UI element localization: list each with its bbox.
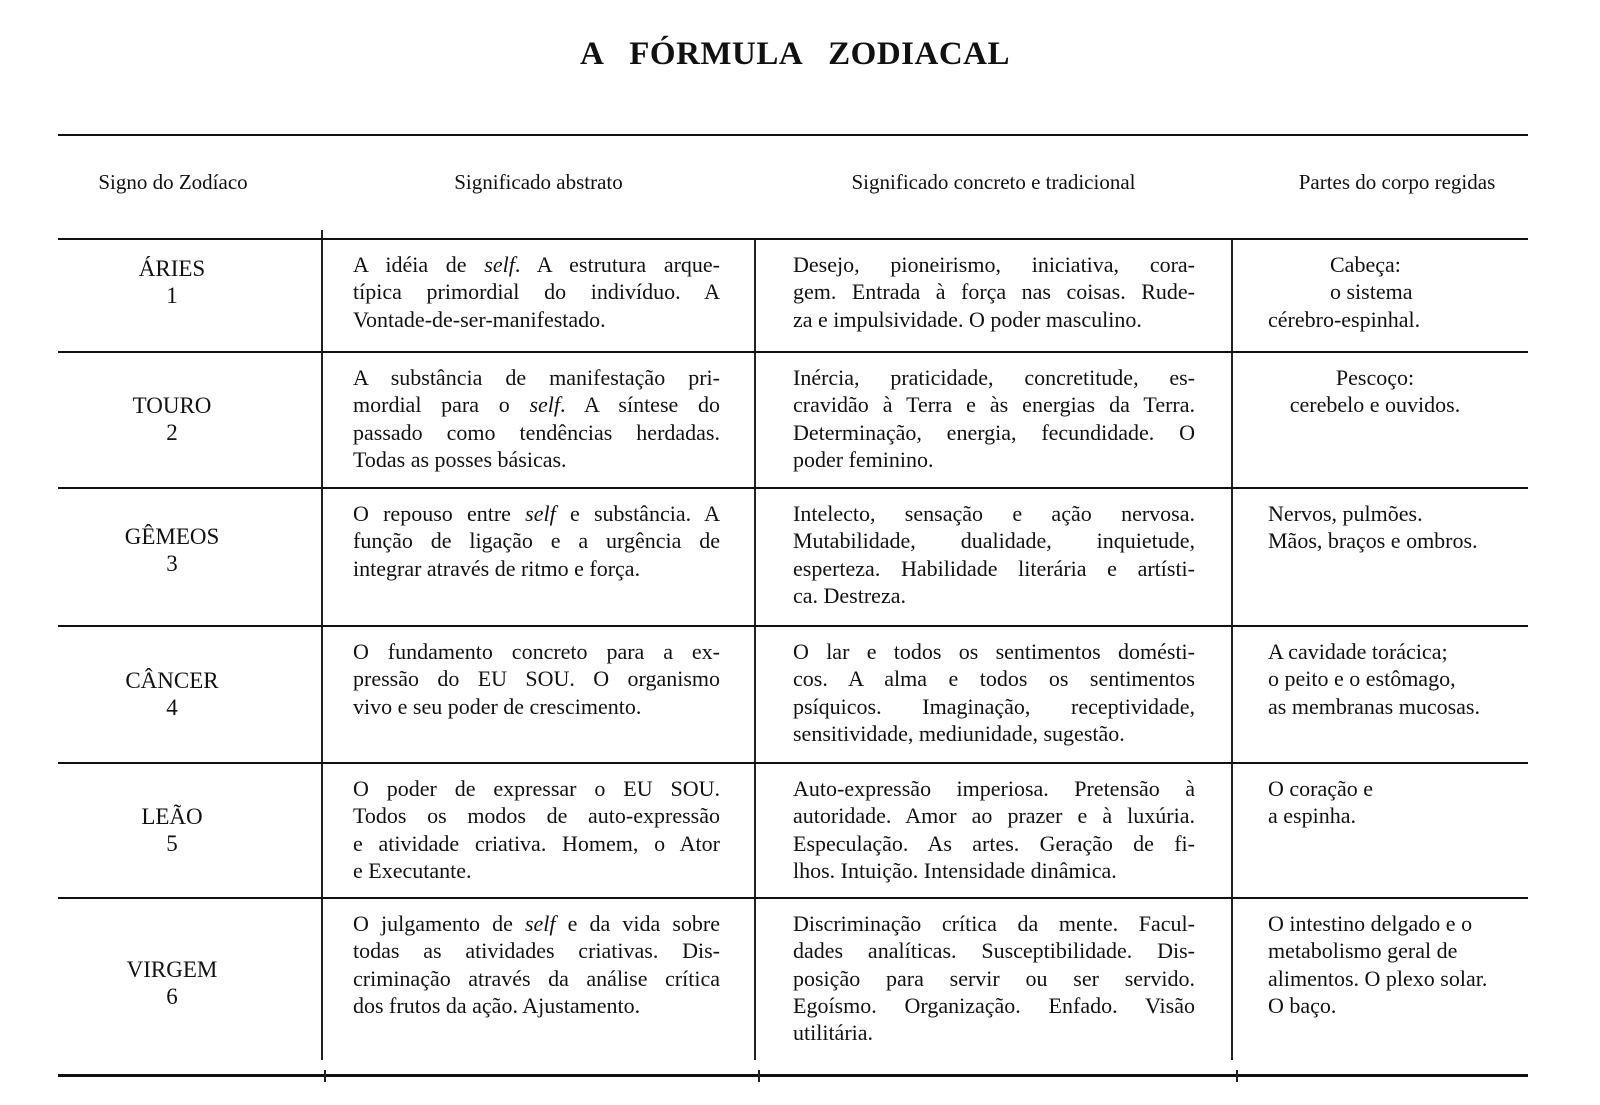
text-line: Intelecto, sensação e ação nervosa.: [793, 501, 1195, 526]
text-line: A idéia de self. A estrutura arque-: [353, 252, 720, 277]
text-line: Cabeça:: [1330, 252, 1401, 277]
text-line: posição para servir ou ser servido.: [793, 965, 1195, 991]
text-line: cravidão à Terra e às energias da Terra.: [793, 392, 1195, 418]
text-line: Especulação. As artes. Geração de fi-: [793, 830, 1195, 856]
table-bottom-rule: [58, 1074, 1528, 1077]
row-rule: [58, 238, 1528, 240]
text-line: O coração e: [1268, 776, 1374, 801]
text-line: Desejo, pioneirismo, iniciativa, cora-: [793, 252, 1195, 277]
text-line: O fundamento concreto para a ex-: [353, 639, 720, 664]
text-line: Egoísmo. Organização. Enfado. Visão: [793, 992, 1195, 1018]
text-line: poder feminino.: [793, 446, 934, 472]
sign-sign: TOURO: [132, 393, 212, 418]
sign-sign: CÂNCER: [125, 667, 219, 693]
text-line: Mãos, braços e ombros.: [1268, 528, 1478, 554]
header-sign: Signo do Zodíaco: [98, 170, 248, 194]
column-divider: [754, 238, 756, 1060]
header-concrete: Significado concreto e tradicional: [851, 170, 1136, 194]
text-line: O lar e todos os sentimentos domésti-: [793, 639, 1195, 664]
text-line: Determinação, energia, fecundidade. O: [793, 419, 1195, 445]
abstract-cell: [353, 910, 720, 1019]
text-line: criminação através da análise crítica: [353, 965, 720, 991]
body-cell: [1268, 910, 1538, 1019]
text-line: gem. Entrada à força nas coisas. Rude-: [793, 279, 1195, 305]
text-line: lhos. Intuição. Intensidade dinâmica.: [793, 857, 1117, 883]
text-line: O baço.: [1268, 992, 1337, 1018]
column-divider: [321, 230, 323, 1060]
text-line: dos frutos da ação. Ajustamento.: [353, 992, 641, 1018]
text-line: Pescoço:: [1335, 365, 1415, 390]
concrete-cell: [793, 364, 1195, 473]
text-line: autoridade. Amor ao prazer e à luxúria.: [793, 803, 1195, 829]
column-divider: [1236, 1070, 1238, 1082]
sign-number: 5: [166, 830, 178, 856]
text-line: a espinha.: [1268, 803, 1356, 829]
text-line: Todos os modos de auto-expressão: [353, 803, 720, 829]
text-line: O julgamento de self e da vida sobre: [353, 911, 720, 936]
text-line: metabolismo geral de: [1268, 938, 1458, 964]
text-line: pressão do EU SOU. O organismo: [353, 666, 720, 692]
text-line: O intestino delgado e o: [1268, 911, 1473, 936]
header-body: Partes do corpo regidas: [1298, 170, 1496, 194]
text-line: integrar através de ritmo e força.: [353, 555, 641, 581]
text-line: O repouso entre self e substância. A: [353, 501, 720, 526]
abstract-cell: [353, 500, 720, 582]
row-rule: [58, 625, 1528, 627]
column-divider: [1231, 238, 1233, 1060]
text-line: O poder de expressar o EU SOU.: [353, 776, 720, 801]
abstract-cell: [353, 775, 720, 884]
header-abstract: Significado abstrato: [454, 170, 623, 194]
column-divider: [324, 1070, 326, 1082]
body-cell: [1268, 500, 1538, 555]
sign-number: 6: [166, 984, 178, 1009]
text-line: todas as atividades criativas. Dis-: [353, 938, 720, 964]
concrete-cell: [793, 775, 1195, 884]
text-line: Inércia, praticidade, concretitude, es-: [793, 365, 1195, 390]
row-rule: [58, 897, 1528, 899]
text-line: A substância de manifestação pri-: [353, 365, 720, 390]
sign-cell: [97, 392, 247, 446]
concrete-cell: [793, 251, 1195, 333]
body-cell: [1268, 251, 1538, 333]
table-top-rule: [58, 134, 1528, 136]
body-cell: [1268, 638, 1538, 720]
concrete-cell: [793, 500, 1195, 609]
text-line: Vontade-de-ser-manifestado.: [353, 306, 606, 332]
text-line: o peito e o estômago,: [1268, 666, 1456, 692]
row-rule: [58, 351, 1528, 353]
text-line: típica primordial do indivíduo. A: [353, 279, 720, 305]
text-line: cos. A alma e todos os sentimentos: [793, 666, 1195, 692]
body-cell: [1250, 364, 1500, 419]
concrete-cell: [793, 638, 1195, 747]
column-divider: [758, 1070, 760, 1082]
sign-number: 4: [166, 694, 178, 720]
sign-number: 1: [166, 282, 178, 308]
sign-cell: [97, 803, 247, 857]
text-line: as membranas mucosas.: [1268, 693, 1480, 719]
sign-sign: GÊMEOS: [124, 524, 220, 549]
abstract-cell: [353, 638, 720, 720]
sign-cell: [97, 667, 247, 721]
page-title: A FÓRMULA ZODIACAL: [579, 36, 1011, 72]
text-line: função de ligação e a urgência de: [353, 528, 720, 554]
text-line: Mutabilidade, dualidade, inquietude,: [793, 528, 1195, 554]
row-rule: [58, 762, 1528, 764]
text-line: Auto-expressão imperiosa. Pretensão à: [793, 776, 1195, 801]
text-line: ca. Destreza.: [793, 582, 906, 608]
abstract-cell: [353, 251, 720, 333]
text-line: sensitividade, mediunidade, sugestão.: [793, 720, 1125, 746]
text-line: mordial para o self. A síntese do: [353, 392, 720, 418]
text-line: cerebelo e ouvidos.: [1289, 392, 1461, 418]
sign-number: 2: [166, 420, 178, 445]
text-line: esperteza. Habilidade literária e artísti-: [793, 555, 1195, 581]
text-line: alimentos. O plexo solar.: [1268, 965, 1488, 991]
text-line: Nervos, pulmões.: [1268, 501, 1423, 526]
text-line: e Executante.: [353, 857, 472, 883]
sign-number: 3: [166, 551, 178, 576]
text-line: dades analíticas. Susceptibilidade. Dis-: [793, 938, 1195, 964]
text-line: o sistema: [1330, 279, 1413, 305]
text-line: Discriminação crítica da mente. Facul-: [793, 911, 1195, 936]
text-line: cérebro-espinhal.: [1268, 306, 1421, 332]
concrete-cell: [793, 910, 1195, 1046]
text-line: vivo e seu poder de crescimento.: [353, 693, 642, 719]
text-line: utilitária.: [793, 1020, 874, 1046]
sign-sign: ÁRIES: [138, 255, 206, 281]
text-line: Todas as posses básicas.: [353, 446, 567, 472]
body-cell: [1268, 775, 1538, 830]
text-line: za e impulsividade. O poder masculino.: [793, 306, 1142, 332]
sign-cell: [97, 255, 247, 309]
sign-sign: LEÃO: [141, 803, 203, 829]
abstract-cell: [353, 364, 720, 473]
text-line: e atividade criativa. Homem, o Ator: [353, 830, 720, 856]
sign-sign: VIRGEM: [126, 957, 218, 982]
text-line: psíquicos. Imaginação, receptividade,: [793, 693, 1195, 719]
sign-cell: [97, 956, 247, 1010]
sign-cell: [97, 523, 247, 577]
text-line: passado como tendências herdadas.: [353, 419, 720, 445]
text-line: A cavidade torácica;: [1268, 639, 1448, 664]
row-rule: [58, 487, 1528, 489]
